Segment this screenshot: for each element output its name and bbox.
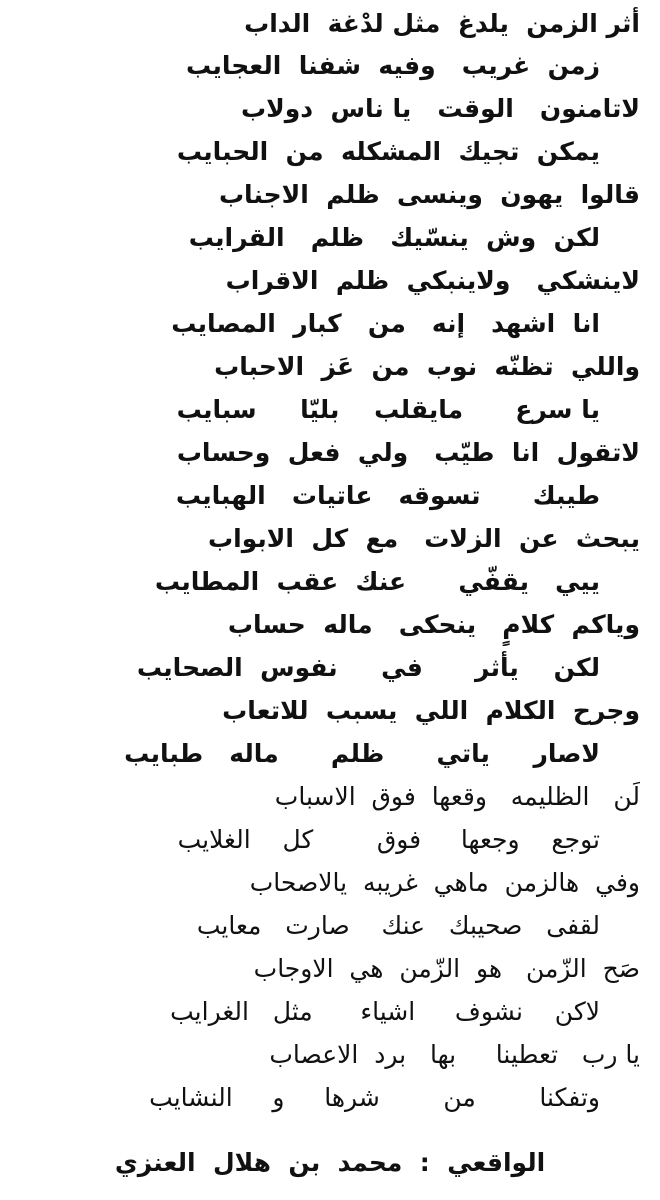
poem-line-14: ييي يقفّي عنك عقب المطايب bbox=[154, 567, 600, 596]
poem-line-21: وفي هالزمن ماهي غريبه يالاصحاب bbox=[249, 868, 640, 897]
poem-line-18: لاصار ياتي ظلم ماله طبايب bbox=[124, 739, 600, 768]
poem-signature: الواقعي : محمد بن هلال العنزي bbox=[114, 1148, 546, 1177]
poem-line-24: لاكن نشوف اشياء مثل الغرايب bbox=[170, 997, 600, 1026]
poem-line-19: لَن الظليمه وقعها فوق الاسباب bbox=[274, 782, 640, 811]
poem-line-17: وجرح الكلام اللي يسبب للاتعاب bbox=[222, 696, 640, 725]
poem-line-9: واللي تظنّه نوب من عَز الاحباب bbox=[214, 352, 640, 381]
poem-line-26: وتفكنا من شرها و النشايب bbox=[149, 1083, 600, 1112]
poem-line-16: لكن يأثر في نفوس الصحايب bbox=[136, 653, 600, 682]
poem-line-10: يا سرع مايقلب بليّا سبايب bbox=[176, 395, 600, 424]
poem-line-1: أثر الزمن يلدغ مثل لدْغة الداب bbox=[244, 9, 640, 38]
poem-line-5: قالوا يهون وينسى ظلم الاجناب bbox=[218, 180, 640, 209]
poem-line-25: يا رب تعطينا بها برد الاعصاب bbox=[269, 1040, 640, 1069]
poem-line-2: زمن غريب وفيه شفنا العجايب bbox=[186, 51, 600, 80]
poem-line-3: لاتامنون الوقت يا ناس دولاب bbox=[240, 94, 640, 123]
poem-line-11: لاتقول انا طيّب ولي فعل وحساب bbox=[176, 438, 640, 467]
poem-line-8: انا اشهد إنه من كبار المصايب bbox=[171, 309, 600, 338]
poem-line-13: يبحث عن الزلات مع كل الابواب bbox=[208, 524, 640, 553]
poem-line-20: توجع وجعها فوق كل الغلايب bbox=[177, 825, 600, 854]
poem-line-12: طيبك تسوقه عاتيات الهبايب bbox=[175, 481, 600, 510]
poem-line-6: لكن وش ينسّيك ظلم القرايب bbox=[188, 223, 600, 252]
poem-line-15: وياكم كلامٍ ينحكى ماله حساب bbox=[227, 610, 640, 639]
poem-line-22: لقفى صحيبك عنك صارت معايب bbox=[196, 911, 600, 940]
poem-line-23: صَح الزّمن هو الزّمن هي الاوجاب bbox=[253, 954, 640, 983]
poem-line-7: لاينشكي ولاينبكي ظلم الاقراب bbox=[225, 266, 640, 295]
poem-line-4: يمكن تجيك المشكله من الحبايب bbox=[176, 137, 600, 166]
